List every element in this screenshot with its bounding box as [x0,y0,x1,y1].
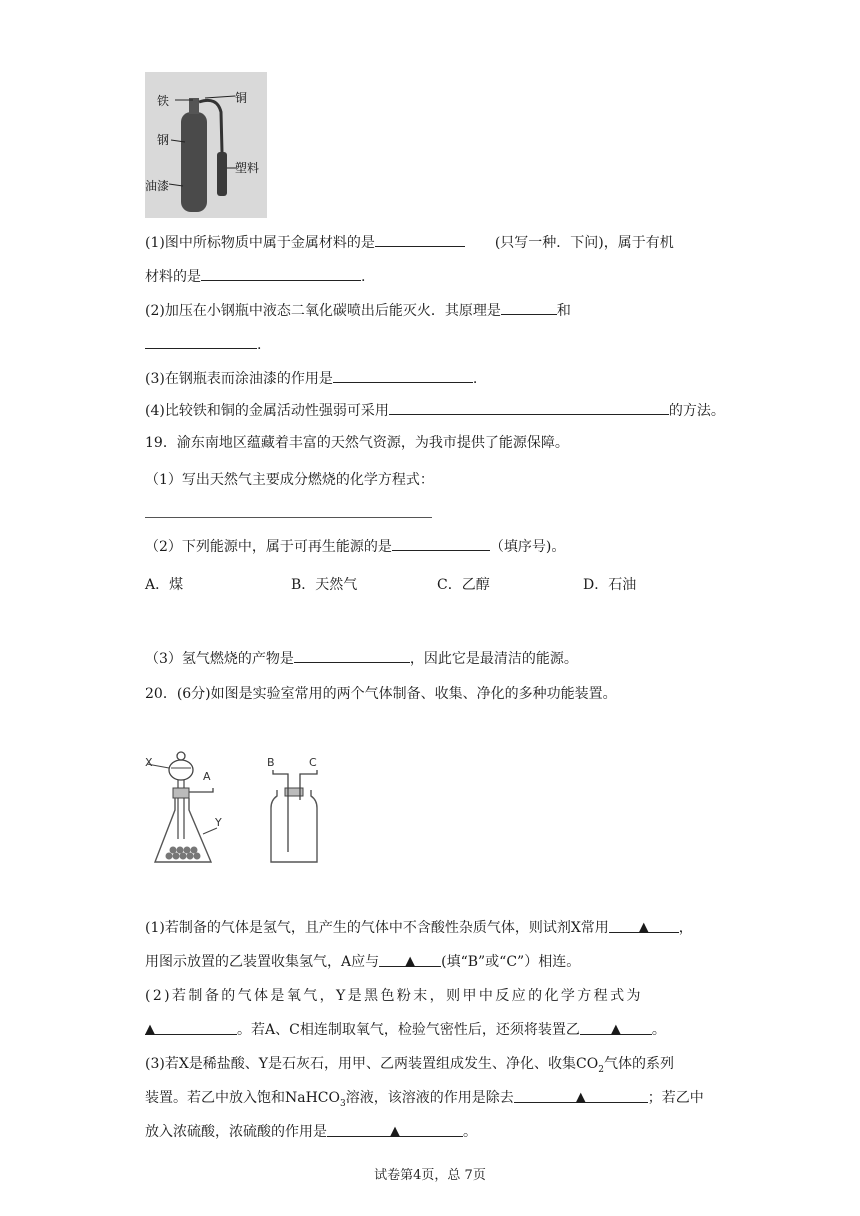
page-footer: 试卷第4页，总 7页 [374,1168,486,1183]
q20-part3-line1: (3)若X是稀盐酸、Y是石灰石，用甲、乙两装置组成发生、净化、收集$CO_2$气体的系列 [145,1056,674,1075]
option-b: B．天然气 [291,577,358,593]
q18-part1-line2: 材料的是 . [145,266,365,287]
answer-blank[interactable] [333,368,473,383]
label-copper-top: 铜 [235,91,248,105]
marker-triangle: ▲ [610,1022,621,1037]
marker-triangle: ▲ [145,1022,155,1037]
label-c: C [309,756,317,769]
q20-part3-line2: 装置。若乙中放入饱和NaHCO$_3$溶液，该溶液的作用是除去 ▲ ；若乙中 [145,1090,704,1109]
q18-part2-line2: . [145,334,261,355]
label-y: Y [215,816,222,829]
q20-part3-line3: 放入浓硫酸，浓硫酸的作用是 ▲ 。 [145,1124,477,1140]
fire-extinguisher-figure [145,72,267,218]
gas-apparatus-figure [145,744,345,874]
label-iron: 铁 [157,94,170,108]
label-paint: 油漆 [145,179,170,193]
answer-blank[interactable] [514,1088,648,1103]
answer-blank[interactable] [609,918,679,933]
q18-part1-line1: (1)图中所标物质中属于金属材料的是 (只写一种．下问)，属于有机 [145,232,674,253]
answer-blank[interactable] [379,952,441,967]
q20-part1-line1: (1)若制备的气体是氢气，且产生的气体中不含酸性杂质气体，则试剂X常用 ▲ ， [145,920,693,936]
q18-part3: (3)在钢瓶表而涂油漆的作用是 . [145,368,477,389]
answer-blank[interactable] [501,300,557,315]
answer-blank[interactable] [389,400,669,415]
option-a: A．煤 [145,577,184,593]
label-a: A [203,770,211,783]
marker-triangle: ▲ [638,920,649,935]
q19-part2: （2）下列能源中，属于可再生能源的是 （填序号)。 [145,536,565,557]
label-x: X [145,756,153,769]
answer-blank[interactable] [145,334,257,349]
q19-part1: （1）写出天然气主要成分燃烧的化学方程式： [145,472,434,488]
marker-triangle: ▲ [405,954,416,969]
q18-part2-line1: (2)加压在小钢瓶中液态二氧化碳喷出后能灭火．其原理是 和 [145,300,571,321]
label-steel: 钢 [157,133,170,147]
q20-part2-line1: (2)若制备的气体是氧气，Y是黑色粉末，则甲中反应的化学方程式为 [145,988,643,1004]
q19-part3: （3）氢气燃烧的产物是 ，因此它是最清洁的能源。 [145,648,578,669]
marker-triangle: ▲ [575,1090,586,1105]
answer-blank[interactable] [294,648,410,663]
q20-stem: 20．(6分)如图是实验室常用的两个气体制备、收集、净化的多种功能装置。 [145,686,617,702]
q19-options [145,575,636,595]
answer-blank[interactable] [145,1020,237,1035]
label-b: B [267,756,275,769]
q19-answer-line[interactable] [145,517,432,518]
answer-blank[interactable] [375,232,465,247]
q19-stem: 19．渝东南地区蕴藏着丰富的天然气资源，为我市提供了能源保障。 [145,435,569,451]
answer-blank[interactable] [580,1020,652,1035]
option-c: C．乙醇 [437,577,490,593]
label-plastic: 塑料 [235,161,260,175]
marker-triangle: ▲ [390,1124,400,1139]
option-d: D．石油 [583,577,637,593]
q20-part2-line2: ▲ 。若A、C相连制取氧气，检验气密性后，还须将装置乙 ▲ 。 [145,1022,666,1038]
q18-part4: (4)比较铁和铜的金属活动性强弱可采用 的方法。 [145,400,725,421]
q20-part1-line2: 用图示放置的乙装置收集氢气，A应与 ▲ (填“B”或“C”）相连。 [145,954,581,970]
answer-blank[interactable] [201,266,361,281]
answer-blank[interactable] [392,536,490,551]
answer-blank[interactable] [327,1122,463,1137]
